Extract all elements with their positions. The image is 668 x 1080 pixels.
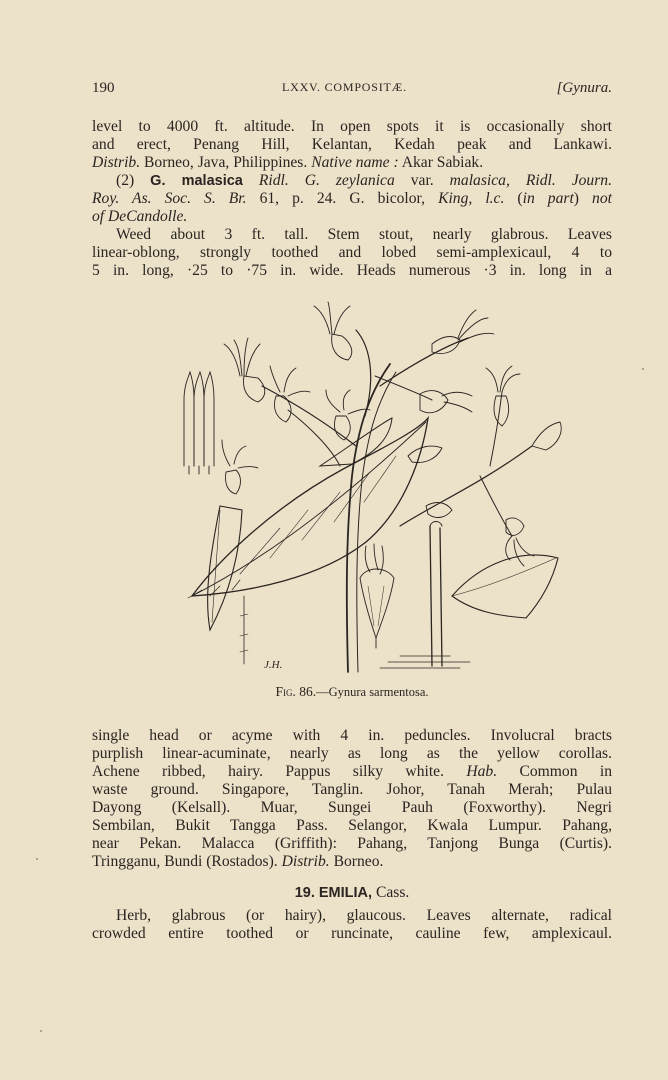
text-line: Dayong (Kelsall). Muar, Sungei Pauh (Foxworthy). Negri — [92, 799, 612, 816]
text-line: Weed about 3 ft. tall. Stem stout, nearly glabrous. Leaves — [116, 226, 612, 243]
text-line: Sembilan, Bukit Tangga Pass. Selangor, Kwala Lumpur. Pahang, — [92, 817, 612, 834]
text-line: waste ground. Singapore, Tanglin. Johor, Tanah Merah; Pulau — [92, 781, 612, 798]
text-line — [92, 763, 612, 781]
species-entry-line — [92, 172, 612, 190]
text-span: Borneo, Java, Philippines. — [140, 154, 312, 171]
text-line: level to 4000 ft. altitude. In open spots it is occasionally short — [92, 118, 612, 135]
text-line — [92, 154, 612, 172]
text-block-top — [92, 118, 612, 280]
citation: King, l.c. — [438, 190, 505, 207]
species-name: G. malasica — [150, 173, 243, 189]
figure-title: —Gynura sarmentosa. — [316, 685, 429, 699]
text-span: 61, p. 24. G. bicolor, — [246, 190, 439, 207]
section-title: LXXV. COMPOSITÆ. — [282, 80, 407, 94]
term-distrib: Distrib. — [281, 853, 330, 870]
citation-note: not — [592, 190, 612, 207]
text-span: Achene ribbed, hairy. Pappus silky white. — [92, 763, 467, 780]
text-line: and erect, Penang Hill, Kelantan, Kedah peak and Lankawi. — [92, 136, 612, 153]
text-line — [92, 853, 612, 871]
text-span: ) — [573, 190, 593, 207]
text-span: ( — [504, 190, 523, 207]
species-author: Ridl. — [242, 172, 289, 189]
genus-heading — [92, 884, 612, 902]
paper-speck — [642, 368, 644, 370]
text-line: single head or acyme with 4 in. peduncles. Involucral bracts — [92, 727, 612, 744]
text-span: Tringganu, Bundi (Rostados). — [92, 853, 282, 870]
text-span: Akar Sabiak. — [398, 154, 484, 171]
text-line — [92, 208, 612, 226]
text-line: Herb, glabrous (or hairy), glaucous. Leaves alternate, radical — [116, 907, 612, 924]
text-span — [289, 172, 305, 189]
text-line: near Pekan. Malacca (Griffith): Pahang, Tanjong Bunga (Curtis). — [92, 835, 612, 852]
text-span: Borneo. — [329, 853, 384, 870]
term-distrib: Distrib. — [92, 154, 141, 171]
species-number: (2) — [116, 172, 151, 189]
term-hab: Hab. — [466, 763, 498, 780]
genus-name: EMILIA, — [318, 885, 373, 901]
page-number: 190 — [92, 80, 115, 96]
term-native-name: Native name : — [311, 154, 399, 171]
illustrator-initials: J.H. — [264, 659, 283, 671]
paper-speck — [36, 858, 38, 860]
botanical-illustration — [180, 296, 570, 676]
paper-speck — [40, 1030, 42, 1032]
text-span: var. — [394, 172, 450, 189]
genus-number: 19. — [294, 885, 319, 901]
citation-note: in part — [522, 190, 574, 207]
citation: of DeCandolle. — [92, 208, 188, 225]
synonym-citation: malasica, Ridl. Journ. — [449, 172, 612, 189]
text-line: linear-oblong, strongly toothed and lobed semi-amplexicaul, 4 to — [92, 244, 612, 261]
text-line: purplish linear-acuminate, nearly as long as the yellow corollas. — [92, 745, 612, 762]
running-header — [92, 80, 612, 102]
text-block-bottom — [92, 907, 612, 943]
figure-label: Fig. 86. — [275, 684, 317, 699]
synonym-name: G. zeylanica — [304, 172, 395, 189]
text-span: Common in — [497, 763, 612, 780]
journal-name: Roy. As. Soc. S. Br. — [92, 190, 247, 207]
text-line: 5 in. long, ·25 to ·75 in. wide. Heads numerous ·3 in. long in a — [92, 262, 612, 279]
genus-author: Cass. — [372, 884, 410, 901]
text-line — [92, 190, 612, 208]
text-block-middle — [92, 727, 612, 871]
running-genus: [Gynura. — [556, 80, 612, 96]
figure-caption — [92, 684, 612, 700]
text-line: crowded entire toothed or runcinate, cauline few, amplexicaul. — [92, 925, 612, 942]
